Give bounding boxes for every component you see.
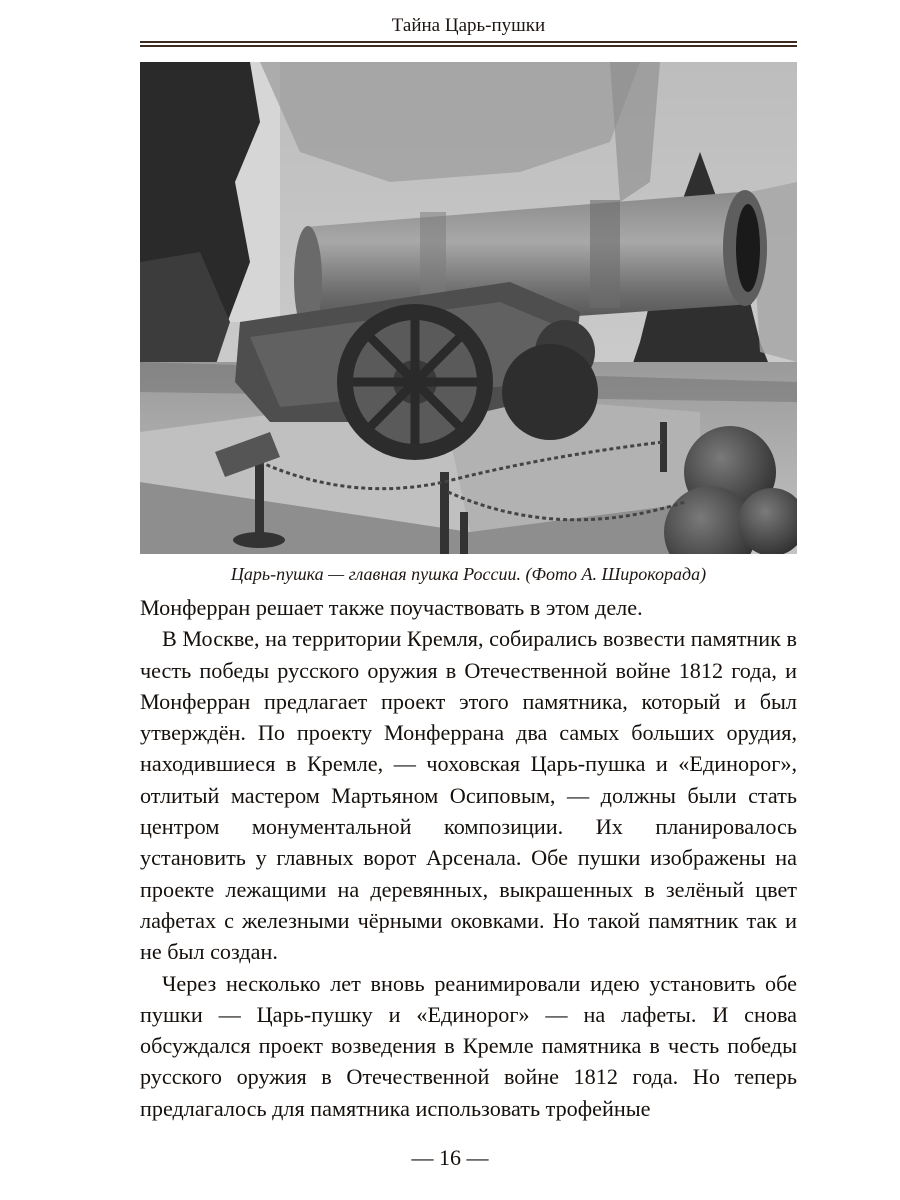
tsar-cannon-photo [140, 62, 797, 554]
page-number: — 16 — [411, 1145, 489, 1170]
paragraph: Через несколько лет вновь реанимировали идею установить обе пушки — Царь-пушку и «Единорог» — на лафеты. И снова обсуждался проект возведения в Кремле памятника в честь победы русского оружия в Отечественной войне 1812 года. Но теперь предлагалось для памятника использовать трофейные [140, 970, 797, 1121]
running-head: Тайна Царь-пушки [391, 15, 546, 36]
paragraph: Монферран решает также поучаствовать в этом деле. [140, 595, 643, 620]
header-rule-bottom [140, 45, 797, 47]
body-text [140, 592, 797, 1124]
paragraph: В Москве, на территории Кремля, собирались возвести памятник в честь победы русского оружия в Отечественной войне 1812 года, и Монферран предлагает проект этого памятника, который и был утверждён. По проекту Монферрана два самых больших орудия, находившиеся в Кремле, — чоховская Царь-пушка и «Единорог», отлитый мастером Мартьяном Осиповым, — должны были стать центром монументальной композиции. Их планировалось установить у главных ворот Арсенала. Обе пушки изображены на проекте лежащими на деревянных, выкрашенных в зелёный цвет лафетах с железными чёрными оковками. Но такой памятник так и не был создан. [140, 626, 797, 965]
figure-caption: Царь-пушка — главная пушка России. (Фото А. Широкорада) [230, 564, 707, 584]
header-rule-top [140, 41, 797, 43]
